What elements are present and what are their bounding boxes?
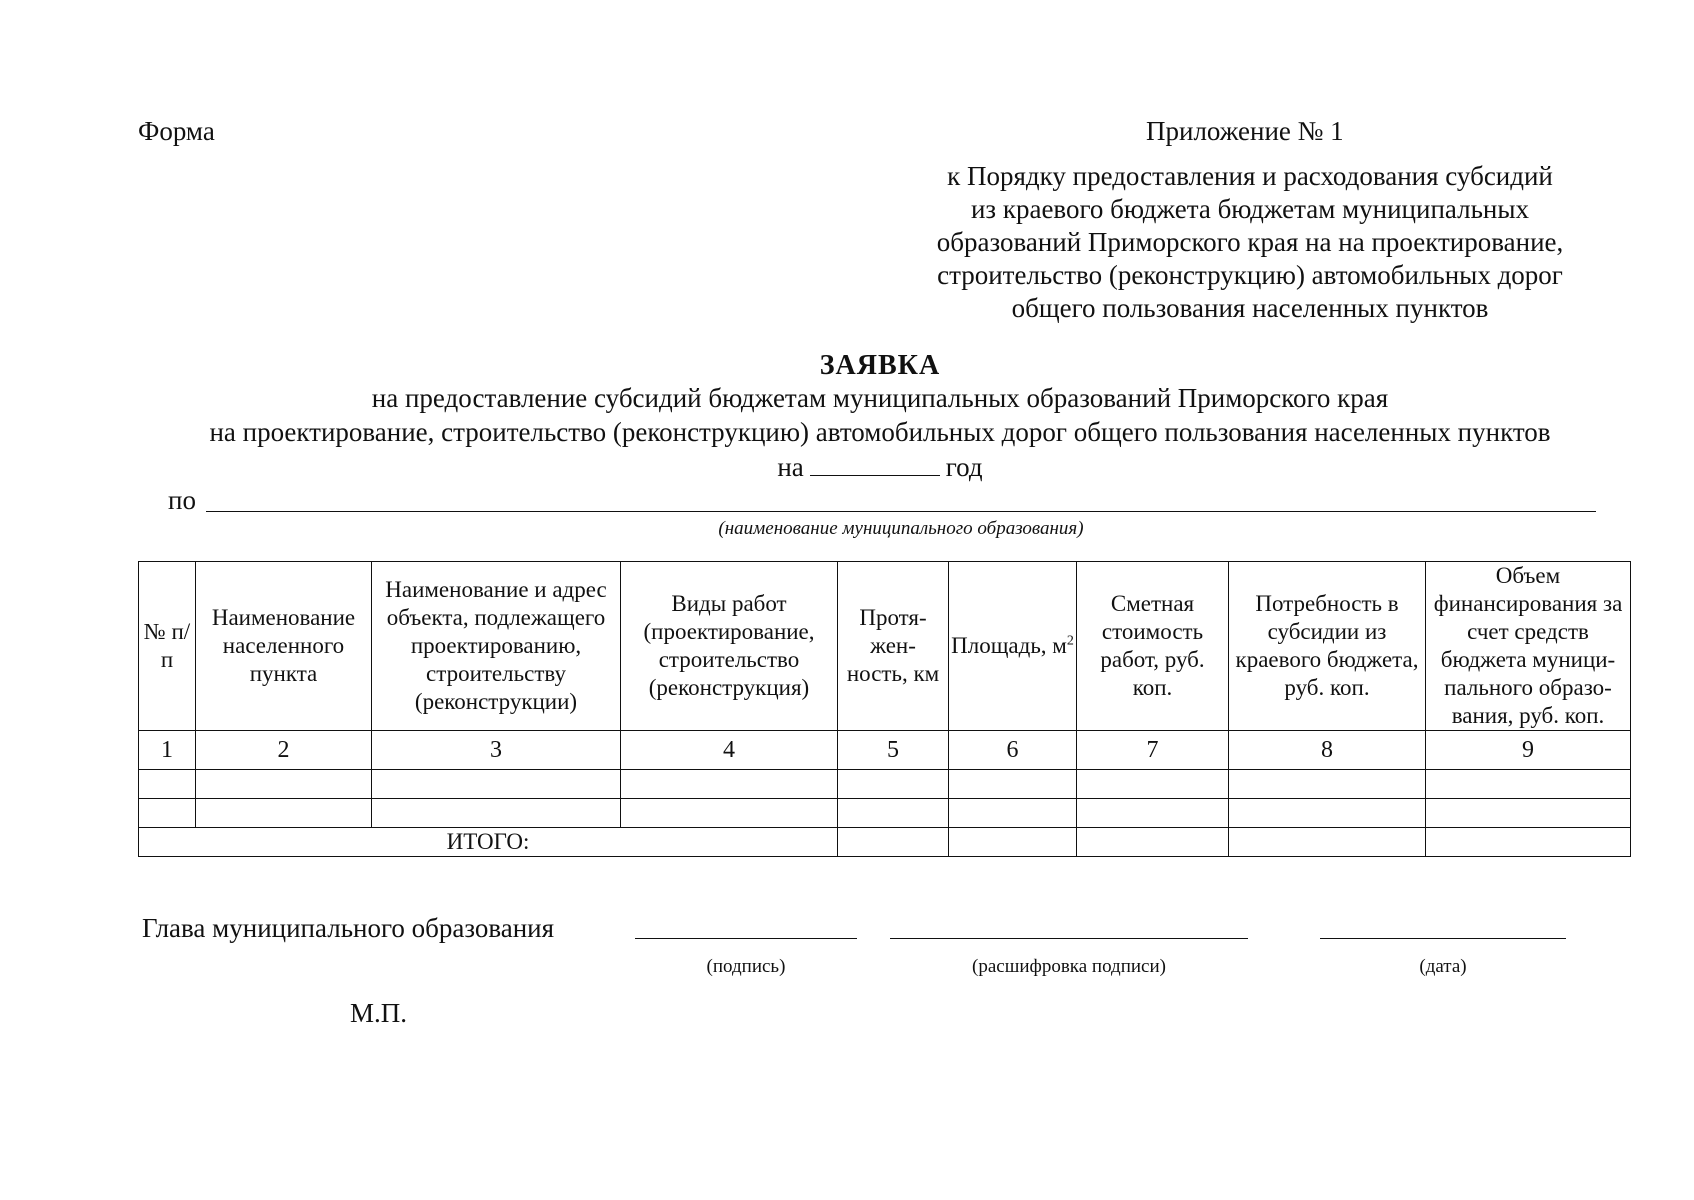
- head-of-municipality-label: Глава муниципального образования: [142, 913, 555, 943]
- table-cell[interactable]: [1229, 770, 1426, 799]
- signature-transcript-caption: (расшифровка подписи): [972, 956, 1166, 977]
- total-row: [139, 828, 1631, 857]
- table-cell[interactable]: [621, 799, 838, 828]
- annex-line: общего пользования населенных пунктов: [1011, 293, 1489, 323]
- po-label: по: [168, 485, 196, 515]
- annex-line: из краевого бюджета бюджетам муниципальных: [970, 194, 1530, 224]
- annex-title: Приложение № 1: [1146, 116, 1344, 146]
- header-cell-subsidy-need: Потребность в субсидии из краевого бюджета, руб. коп.: [1229, 562, 1426, 731]
- total-label: ИТОГО:: [139, 828, 838, 857]
- header-cell-estimated-cost: Сметная стоимость работ, руб. коп.: [1077, 562, 1229, 731]
- table-row: [139, 799, 1631, 828]
- signature-transcript-blank-field[interactable]: [890, 938, 1248, 939]
- year-prefix: на: [777, 452, 804, 482]
- column-number: 5: [838, 731, 949, 770]
- column-number: 8: [1229, 731, 1426, 770]
- year-line: [0, 451, 1694, 483]
- total-cell[interactable]: [1426, 828, 1631, 857]
- table-cell[interactable]: [949, 770, 1077, 799]
- column-number: 4: [621, 731, 838, 770]
- total-cell[interactable]: [838, 828, 949, 857]
- table-cell[interactable]: [838, 770, 949, 799]
- table-cell[interactable]: [139, 799, 196, 828]
- column-number: 6: [949, 731, 1077, 770]
- annex-line: к Порядку предоставления и расходования субсидий: [947, 161, 1553, 191]
- header-cell-number: № п/п: [139, 562, 196, 731]
- table-cell[interactable]: [1229, 799, 1426, 828]
- table-row: [139, 770, 1631, 799]
- annex-description: [910, 160, 1590, 325]
- table-cell[interactable]: [372, 799, 621, 828]
- table-cell[interactable]: [1426, 799, 1631, 828]
- table-cell[interactable]: [1077, 799, 1229, 828]
- form-label: Форма: [138, 116, 215, 146]
- column-number-row: [139, 731, 1631, 770]
- table-cell[interactable]: [1426, 770, 1631, 799]
- municipality-caption: (наименование муниципального образования): [718, 518, 1084, 539]
- column-number: 2: [196, 731, 372, 770]
- table-cell[interactable]: [139, 770, 196, 799]
- date-caption: (дата): [1419, 956, 1467, 977]
- header-cell-work-type: Виды работ (проектирование, строительство (реконструкция): [621, 562, 838, 731]
- header-cell-municipal-funding: Объем финансирования за счет средств бюджета муници-пального образо-вания, руб. коп.: [1426, 562, 1631, 731]
- year-suffix: год: [945, 452, 983, 482]
- total-cell[interactable]: [1077, 828, 1229, 857]
- table-cell[interactable]: [621, 770, 838, 799]
- stamp-placeholder: М.П.: [350, 998, 408, 1028]
- document-subtitle-line-1: на предоставление субсидий бюджетам муниципальных образований Приморского края: [371, 383, 1389, 413]
- table-cell[interactable]: [196, 799, 372, 828]
- table-cell[interactable]: [949, 799, 1077, 828]
- area-superscript: 2: [1066, 633, 1074, 649]
- column-number: 1: [139, 731, 196, 770]
- total-cell[interactable]: [1229, 828, 1426, 857]
- column-number: 9: [1426, 731, 1631, 770]
- table-cell[interactable]: [196, 770, 372, 799]
- document-subtitle-line-2: на проектирование, строительство (реконструкцию) автомобильных дорог общего пользования населенных пунктов: [209, 417, 1551, 447]
- header-cell-area: [949, 562, 1077, 731]
- annex-line: строительство (реконструкцию) автомобильных дорог: [937, 260, 1563, 290]
- signature-blank-field[interactable]: [635, 938, 857, 939]
- area-label: Площадь, м: [951, 633, 1067, 658]
- header-cell-settlement: Наименование населенного пункта: [196, 562, 372, 731]
- column-number: 3: [372, 731, 621, 770]
- document-title: ЗАЯВКА: [819, 350, 941, 381]
- total-cell[interactable]: [949, 828, 1077, 857]
- table-header-row: [139, 562, 1631, 731]
- year-blank-field[interactable]: [810, 451, 940, 476]
- header-cell-length: Протя-жен-ность, км: [838, 562, 949, 731]
- table-cell[interactable]: [1077, 770, 1229, 799]
- header-cell-object: Наименование и адрес объекта, подлежащего проектированию, строительству (реконструкции): [372, 562, 621, 731]
- table-cell[interactable]: [838, 799, 949, 828]
- date-blank-field[interactable]: [1320, 938, 1566, 939]
- municipality-blank-field[interactable]: [206, 511, 1596, 512]
- table-cell[interactable]: [372, 770, 621, 799]
- column-number: 7: [1077, 731, 1229, 770]
- application-table: [138, 561, 1631, 857]
- signature-caption: (подпись): [706, 956, 786, 977]
- annex-line: образований Приморского края на на проектирование,: [936, 227, 1564, 257]
